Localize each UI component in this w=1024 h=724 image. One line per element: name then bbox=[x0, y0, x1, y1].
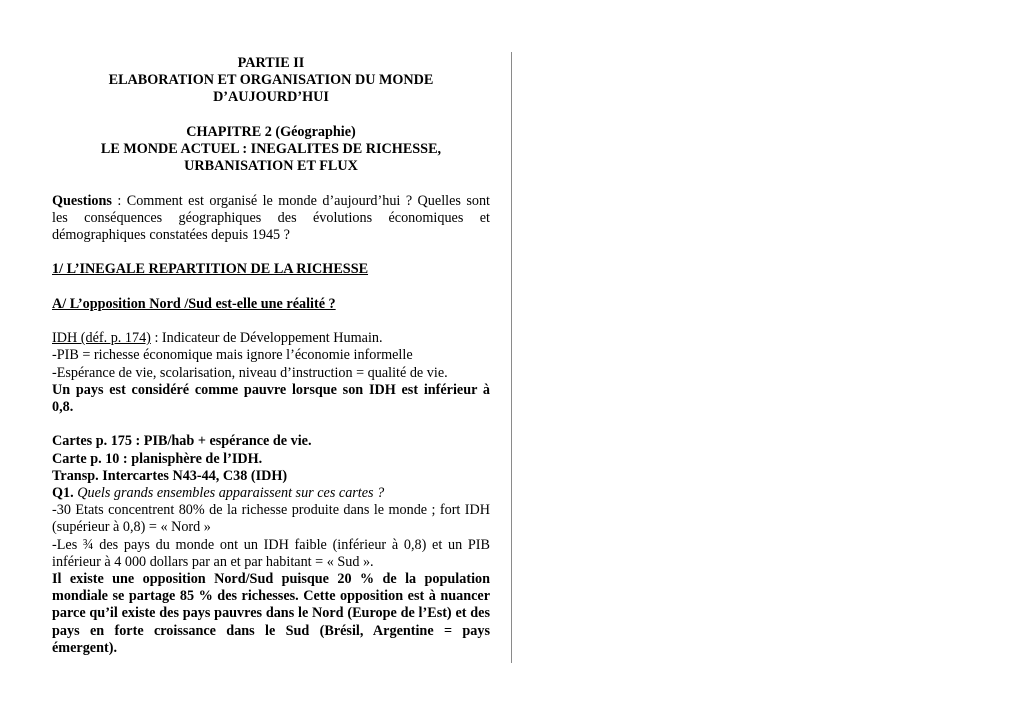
chapter-title-line-2: URBANISATION ET FLUX bbox=[184, 158, 358, 175]
section-1-title: 1/ L’INEGALE REPARTITION DE LA RICHESSE bbox=[52, 261, 369, 278]
page-divider bbox=[511, 52, 512, 663]
q1-text: Quels grands ensembles apparaissent sur ces cartes ? bbox=[73, 484, 385, 501]
subsection-a-title: A/ L’opposition Nord /Sud est-elle une réalité ? bbox=[52, 295, 336, 312]
questions-paragraph bbox=[52, 193, 490, 245]
part-title-line-1: ELABORATION ET ORGANISATION DU MONDE bbox=[108, 72, 434, 89]
pauvre-statement: Un pays est considéré comme pauvre lorsque son IDH est inférieur à 0,8. bbox=[52, 381, 490, 415]
chapter-title-line-1: LE MONDE ACTUEL : INEGALITES DE RICHESSE, bbox=[100, 141, 442, 157]
cartes-reference-1: Cartes p. 175 : PIB/hab + espérance de vie. bbox=[52, 433, 312, 450]
conclusion-paragraph: Il existe une opposition Nord/Sud puisque 20 % de la population mondiale se partage 85 % des richesses. Cette opposition est à nuancer parce qu’il existe des pays pauvres dans le Nord (Europe de l’Est) et des pays en forte croissance dans le Sud (Brésil, Argentine = pays émergent). bbox=[52, 571, 490, 656]
transparent-reference: Transp. Intercartes N43-44, C38 (IDH) bbox=[52, 467, 288, 484]
chapter-heading bbox=[52, 124, 490, 176]
carte-reference-2: Carte p. 10 : planisphère de l’IDH. bbox=[52, 450, 263, 467]
idh-definition bbox=[52, 330, 490, 347]
idh-label: IDH (déf. p. 174) bbox=[52, 330, 151, 347]
question-1 bbox=[52, 485, 490, 502]
chapter-number: CHAPITRE 2 (Géographie) bbox=[186, 123, 356, 140]
pib-line: -PIB = richesse économique mais ignore l’économie informelle bbox=[52, 347, 413, 364]
part-title-line-2: D’AUJOURD’HUI bbox=[213, 89, 329, 106]
etats-line: -30 Etats concentrent 80% de la richesse produite dans le monde ; fort IDH (supérieur à 0,8) = « Nord » bbox=[52, 502, 490, 536]
part-heading bbox=[52, 55, 490, 107]
q1-label: Q1. bbox=[52, 484, 74, 501]
esperance-line: -Espérance de vie, scolarisation, niveau d’instruction = qualité de vie. bbox=[52, 364, 448, 381]
idh-text: : Indicateur de Développement Humain. bbox=[150, 330, 383, 347]
questions-text: : Comment est organisé le monde d’aujourd’hui ? Quelles sont les conséquences géographiques des évolutions économiques et démographiques constatées depuis 1945 ? bbox=[52, 192, 490, 243]
questions-label: Questions bbox=[52, 192, 112, 209]
part-number: PARTIE II bbox=[237, 55, 305, 71]
document-column bbox=[52, 55, 490, 657]
trois-quarts-line: -Les ¾ des pays du monde ont un IDH faible (inférieur à 0,8) et un PIB inférieur à 4 000 dollars par an et par habitant = « Sud ». bbox=[52, 536, 490, 570]
